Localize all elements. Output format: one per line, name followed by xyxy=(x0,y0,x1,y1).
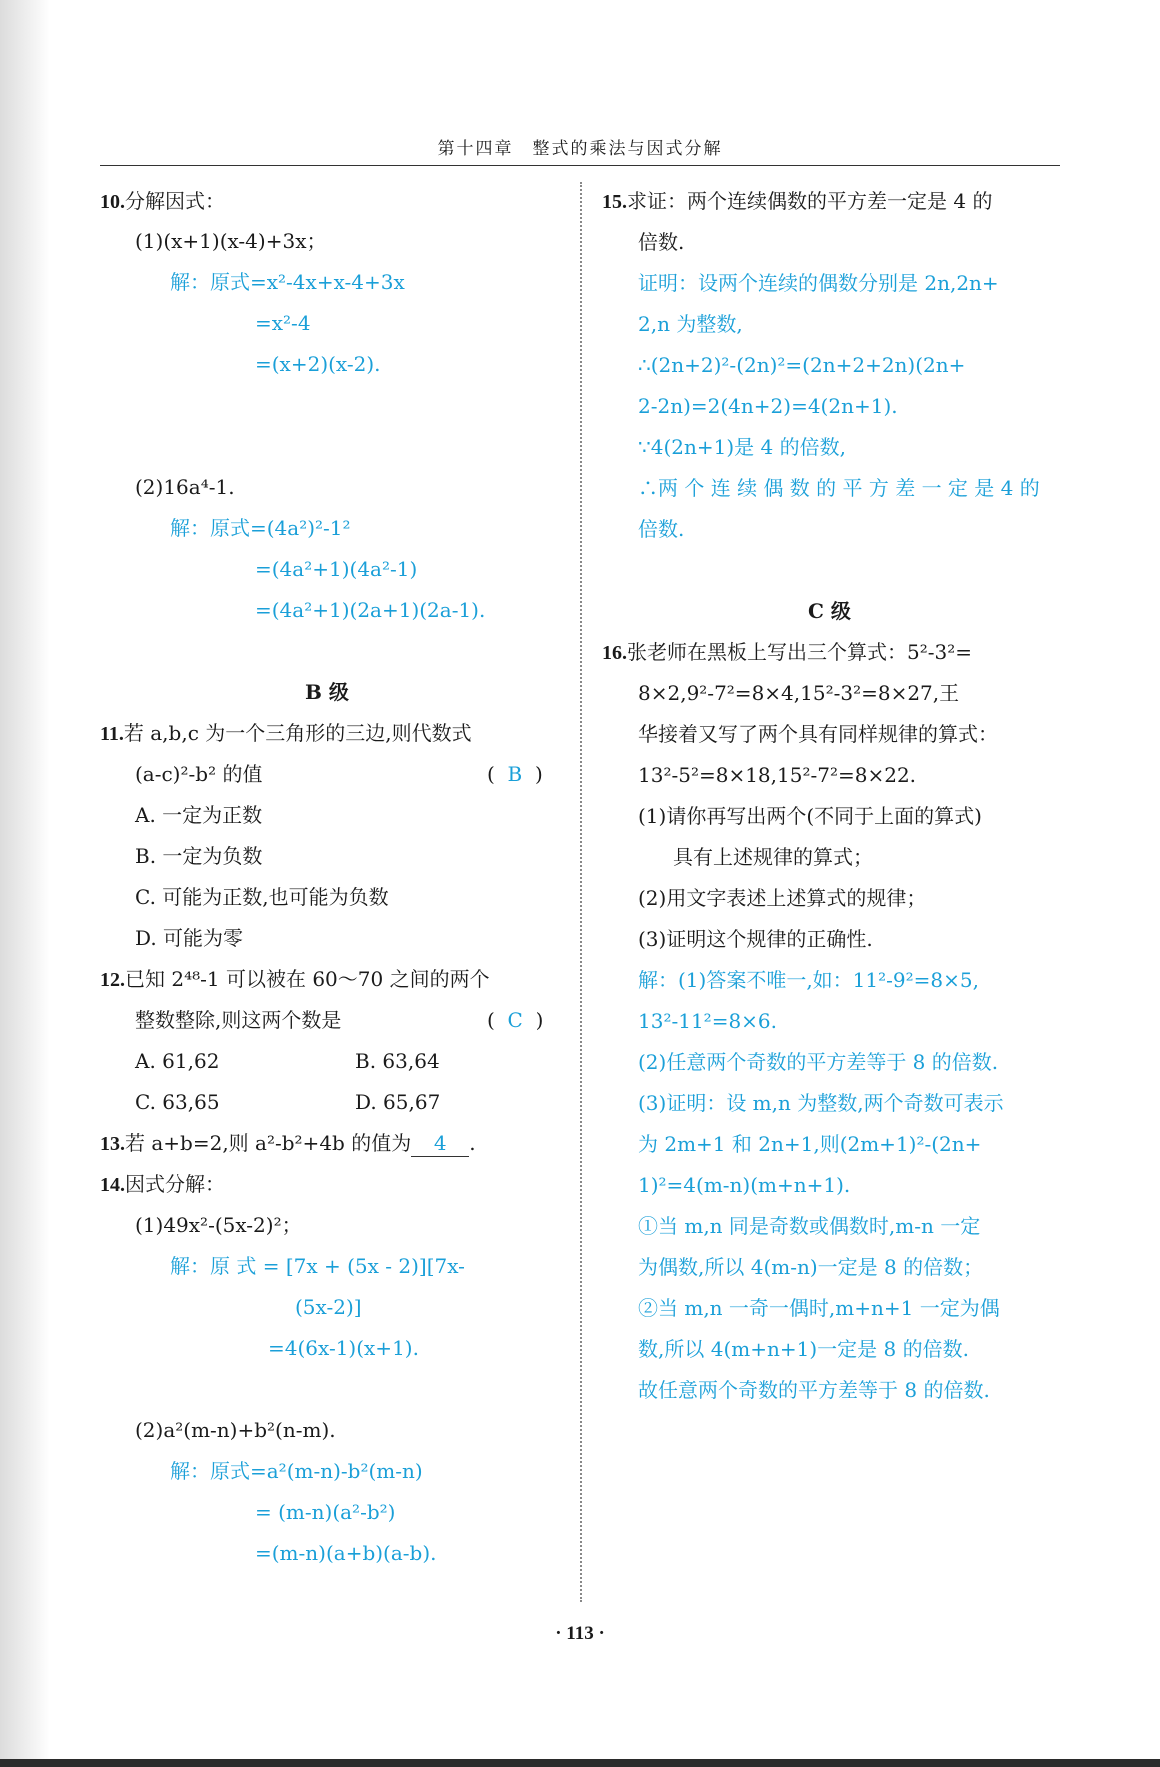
question-10 xyxy=(100,188,225,215)
q16-answer-line2: 13²-11²=8×6. xyxy=(638,1009,778,1033)
q11-answer-bracket xyxy=(487,761,543,787)
q15-proof-line4: 2-2n)=2(4n+2)=4(2n+1). xyxy=(638,394,898,418)
q11-answer: B xyxy=(507,762,523,786)
q16-answer-line8: 为偶数,所以 4(m-n)一定是 8 的倍数； xyxy=(638,1255,984,1279)
question-13 xyxy=(100,1130,476,1157)
q15-proof-line2: 2,n 为整数, xyxy=(638,312,743,336)
q13-end: . xyxy=(469,1131,476,1155)
q16-answer-line7: ①当 m,n 同是奇数或偶数时,m-n 一定 xyxy=(638,1214,981,1238)
q16-part1: (1)请你再写出两个(不同于上面的算式) xyxy=(638,804,982,828)
q11-text-line2: (a-c)²-b² 的值 xyxy=(135,762,263,786)
q10-part2: (2)16a⁴-1. xyxy=(135,475,235,499)
q12-answer-bracket xyxy=(487,1007,543,1033)
q14-part2: (2)a²(m-n)+b²(n-m). xyxy=(135,1418,336,1442)
paren-open: ( xyxy=(487,1008,495,1032)
question-number: 15. xyxy=(602,191,627,213)
q16-answer-line6: 1)²=4(m-n)(m+n+1). xyxy=(638,1173,851,1197)
q10-answer1-line2: =x²-4 xyxy=(255,311,311,335)
chapter-header: 第十四章 整式的乘法与因式分解 xyxy=(437,139,723,159)
q14-answer2-line1: 解：原式=a²(m-n)-b²(m-n) xyxy=(170,1459,423,1483)
q10-answer1-line3: =(x+2)(x-2). xyxy=(255,352,381,376)
question-16 xyxy=(602,639,972,666)
q11-option-c: C. 可能为正数,也可能为负数 xyxy=(135,885,389,909)
q16-part2: (2)用文字表述上述算式的规律； xyxy=(638,886,927,910)
question-text: 张老师在黑板上写出三个算式：5²-3²= xyxy=(627,640,972,664)
page-number: · 113 · xyxy=(555,1623,605,1644)
paren-open: ( xyxy=(487,762,495,786)
q16-line2: 8×2,9²-7²=8×4,15²-3²=8×27,王 xyxy=(638,681,960,705)
question-text: 已知 2⁴⁸-1 可以被在 60～70 之间的两个 xyxy=(125,967,490,991)
q12-option-b: B. 63,64 xyxy=(355,1049,440,1073)
q16-answer-line3: (2)任意两个奇数的平方差等于 8 的倍数. xyxy=(638,1050,999,1074)
q12-option-c: C. 63,65 xyxy=(135,1090,220,1114)
q16-answer-line4: (3)证明：设 m,n 为整数,两个奇数可表示 xyxy=(638,1091,1004,1115)
q12-option-d: D. 65,67 xyxy=(355,1090,441,1114)
q16-answer-line9: ②当 m,n 一奇一偶时,m+n+1 一定为偶 xyxy=(638,1296,1000,1320)
question-15 xyxy=(602,188,992,215)
q16-line4: 13²-5²=8×18,15²-7²=8×22. xyxy=(638,763,917,787)
q14-part1: (1)49x²-(5x-2)²； xyxy=(135,1213,302,1237)
q15-proof-line1: 证明：设两个连续的偶数分别是 2n,2n+ xyxy=(638,271,999,295)
question-number: 14. xyxy=(100,1174,125,1196)
q10-answer2-line1: 解：原式=(4a²)²-1² xyxy=(170,516,351,540)
level-c-heading: C 级 xyxy=(808,599,851,623)
q14-answer1-line2: (5x-2)] xyxy=(295,1295,362,1319)
q15-proof-line7: 倍数. xyxy=(638,517,685,541)
paren-close: ) xyxy=(535,1008,544,1032)
q11-option-a: A. 一定为正数 xyxy=(135,803,263,827)
q14-answer2-line3: =(m-n)(a+b)(a-b). xyxy=(255,1541,437,1565)
q14-answer2-line2: = (m-n)(a²-b²) xyxy=(255,1500,396,1524)
q11-option-d: D. 可能为零 xyxy=(135,926,244,950)
level-b-heading: B 级 xyxy=(305,680,349,704)
q16-part1-cont: 具有上述规律的算式； xyxy=(673,845,873,869)
question-number: 13. xyxy=(100,1133,125,1155)
q15-proof-line3: ∴(2n+2)²-(2n)²=(2n+2+2n)(2n+ xyxy=(638,353,966,377)
q16-answer-line10: 数,所以 4(m+n+1)一定是 8 的倍数. xyxy=(638,1337,969,1361)
q16-answer-line5: 为 2m+1 和 2n+1,则(2m+1)²-(2n+ xyxy=(638,1132,982,1156)
q10-part1: (1)(x+1)(x-4)+3x； xyxy=(135,229,327,253)
question-text: 若 a,b,c 为一个三角形的三边,则代数式 xyxy=(123,721,472,745)
q16-line3: 华接着又写了两个具有同样规律的算式： xyxy=(638,722,998,746)
q10-answer2-line3: =(4a²+1)(2a+1)(2a-1). xyxy=(255,598,486,622)
q14-answer1-line1: 解：原 式 = [7x + (5x - 2)][7x- xyxy=(170,1254,465,1278)
question-text: 因式分解： xyxy=(125,1172,225,1196)
q10-answer1-line1: 解：原式=x²-4x+x-4+3x xyxy=(170,270,405,294)
question-text: 分解因式： xyxy=(125,189,225,213)
bottom-bar xyxy=(0,1759,1160,1767)
question-number: 12. xyxy=(100,969,125,991)
q12-option-a: A. 61,62 xyxy=(135,1049,220,1073)
page-edge-shadow xyxy=(0,0,50,1767)
question-number: 11. xyxy=(100,723,124,745)
q15-proof-line6: ∴两 个 连 续 偶 数 的 平 方 差 一 定 是 4 的 xyxy=(638,476,1040,500)
column-divider xyxy=(580,182,582,1602)
q14-answer1-line3: =4(6x-1)(x+1). xyxy=(268,1336,419,1360)
question-11 xyxy=(100,720,472,747)
q12-text-line2: 整数整除,则这两个数是 xyxy=(135,1008,342,1032)
question-number: 10. xyxy=(100,191,125,213)
question-text: 求证：两个连续偶数的平方差一定是 4 的 xyxy=(627,189,993,213)
q10-answer2-line2: =(4a²+1)(4a²-1) xyxy=(255,557,418,581)
q15-text-line2: 倍数. xyxy=(638,230,685,254)
q11-option-b: B. 一定为负数 xyxy=(135,844,263,868)
question-14 xyxy=(100,1171,225,1198)
paren-close: ) xyxy=(534,762,543,786)
q15-proof-line5: ∵4(2n+1)是 4 的倍数, xyxy=(638,435,846,459)
q12-answer: C xyxy=(507,1008,523,1032)
q16-answer-line11: 故任意两个奇数的平方差等于 8 的倍数. xyxy=(638,1378,990,1402)
question-text: 若 a+b=2,则 a²-b²+4b 的值为 xyxy=(125,1131,412,1155)
q16-answer-line1: 解：(1)答案不唯一,如：11²-9²=8×5, xyxy=(638,968,979,992)
header-rule xyxy=(100,165,1060,166)
question-number: 16. xyxy=(602,642,627,664)
q16-part3: (3)证明这个规律的正确性. xyxy=(638,927,873,951)
question-12 xyxy=(100,966,490,993)
q13-answer-blank: 4 xyxy=(411,1130,469,1157)
